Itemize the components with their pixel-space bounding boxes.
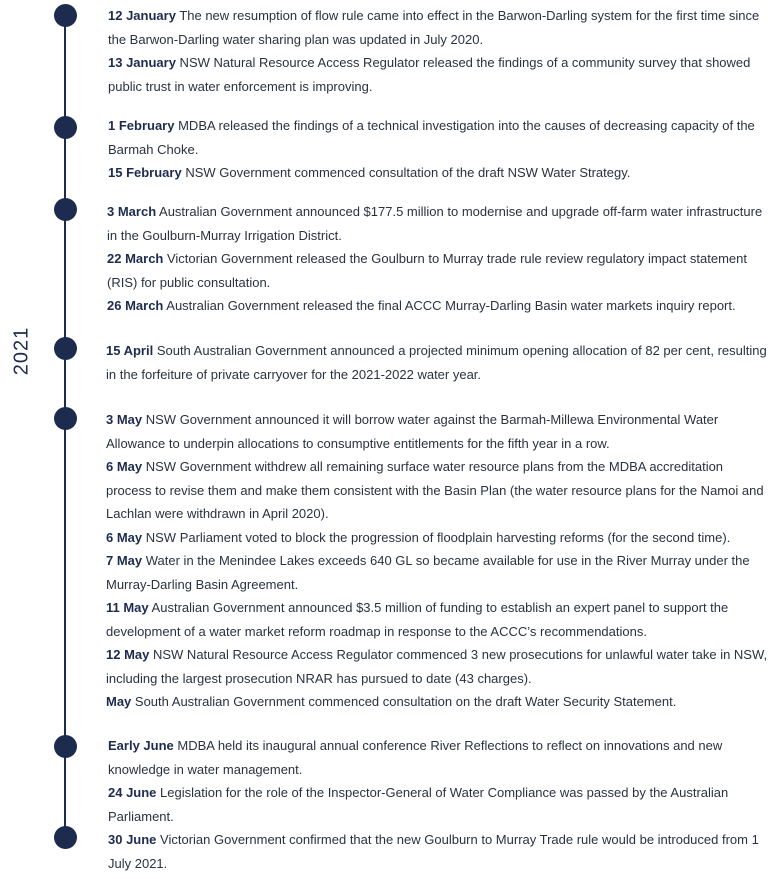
timeline-entry bbox=[106, 526, 770, 550]
entry-text: Water in the Menindee Lakes exceeds 640 GL so became available for use in the River Murray under the Murray-Darling Basin Agreement. bbox=[106, 553, 750, 592]
entry-text: Australian Government released the final ACCC Murray-Darling Basin water markets inquiry report. bbox=[163, 298, 736, 313]
entry-date: 3 March bbox=[107, 204, 157, 219]
entry-text: The new resumption of flow rule came into effect in the Barwon-Darling system for the first time since the Barwon-Darling water sharing plan was updated in July 2020. bbox=[108, 8, 760, 47]
timeline-dot-end bbox=[54, 826, 77, 849]
entry-date: Early June bbox=[108, 738, 174, 753]
timeline-entry bbox=[106, 643, 770, 690]
timeline-entry bbox=[106, 339, 770, 386]
timeline-entry bbox=[106, 690, 770, 714]
entry-date: 15 February bbox=[108, 165, 182, 180]
entry-date: 13 January bbox=[108, 55, 176, 70]
entry-text: Australian Government announced $177.5 million to modernise and upgrade off-farm water infrastructure in the Goulburn-Murray Irrigation District. bbox=[107, 204, 763, 243]
entry-date: 1 February bbox=[108, 118, 175, 133]
year-label: 2021 bbox=[10, 326, 33, 376]
timeline-entry bbox=[107, 294, 770, 318]
entry-text: Victorian Government released the Goulburn to Murray trade rule review regulatory impact statement (RIS) for public consultation. bbox=[107, 251, 747, 290]
entry-date: 7 May bbox=[106, 553, 143, 568]
entry-text: MDBA released the findings of a technical investigation into the causes of decreasing capacity of the Barmah Choke. bbox=[108, 118, 755, 157]
entry-date: 15 April bbox=[106, 343, 154, 358]
timeline-group-june bbox=[108, 734, 770, 875]
timeline-dot-april bbox=[54, 337, 77, 360]
timeline-dot-may bbox=[54, 407, 77, 430]
timeline-entry bbox=[106, 408, 770, 455]
timeline-entry bbox=[108, 4, 770, 51]
timeline-group-february bbox=[108, 114, 770, 185]
entry-text: NSW Parliament voted to block the progression of floodplain harvesting reforms (for the second time). bbox=[142, 529, 731, 545]
timeline-group-march bbox=[107, 200, 770, 318]
timeline-entry bbox=[106, 549, 770, 596]
entry-date: 6 May bbox=[106, 459, 143, 474]
entry-text: MDBA held its inaugural annual conference River Reflections to reflect on innovations and new knowledge in water management. bbox=[108, 738, 723, 777]
timeline-entry bbox=[106, 596, 770, 643]
timeline-group-january bbox=[108, 4, 770, 98]
timeline-group-may bbox=[106, 408, 770, 714]
entry-text: NSW Government announced it will borrow water against the Barmah-Millewa Environmental Water Allowance to underpin allocations to consumptive entitlements for the fifth year in a row. bbox=[106, 412, 719, 451]
timeline-entry bbox=[108, 781, 770, 828]
timeline-entry bbox=[107, 247, 770, 294]
timeline-entry bbox=[108, 51, 770, 98]
entry-text: Australian Government announced $3.5 million of funding to establish an expert panel to support the development of a water market reform roadmap in response to the ACCC’s recommendations. bbox=[106, 600, 729, 639]
timeline-entry bbox=[106, 455, 770, 526]
entry-date: 12 May bbox=[106, 647, 150, 662]
entry-date: 22 March bbox=[107, 251, 164, 266]
entry-text: NSW Natural Resource Access Regulator released the findings of a community survey that showed public trust in water enforcement is improving. bbox=[108, 55, 751, 94]
timeline-group-april bbox=[106, 339, 770, 386]
timeline-dot-march bbox=[54, 198, 77, 221]
entry-date: 30 June bbox=[108, 832, 157, 847]
timeline-entry bbox=[107, 200, 770, 247]
entry-date: 26 March bbox=[107, 298, 164, 313]
entry-text: Legislation for the role of the Inspector-General of Water Compliance was passed by the Australian Parliament. bbox=[108, 785, 729, 824]
entry-date: 12 January bbox=[108, 8, 176, 23]
entry-text: Victorian Government confirmed that the new Goulburn to Murray Trade rule would be introduced from 1 July 2021. bbox=[108, 832, 759, 871]
entry-date: 24 June bbox=[108, 785, 157, 800]
timeline-dot-june bbox=[54, 735, 77, 758]
timeline-entry bbox=[108, 114, 770, 161]
timeline-entry bbox=[108, 828, 770, 875]
entry-text: South Australian Government commenced consultation on the draft Water Security Statement. bbox=[131, 694, 677, 709]
entry-text: NSW Government commenced consultation of the draft NSW Water Strategy. bbox=[181, 165, 631, 180]
timeline-dot-january bbox=[54, 4, 77, 27]
entry-date: 11 May bbox=[106, 600, 149, 615]
entry-date: 6 May bbox=[106, 529, 143, 545]
entry-text: South Australian Government announced a projected minimum opening allocation of 82 per cent, resulting in the forfeiture of private carryover for the 2021-2022 water year. bbox=[106, 343, 767, 382]
entry-date: 3 May bbox=[106, 412, 143, 427]
timeline-entry bbox=[108, 734, 770, 781]
timeline-dot-february bbox=[54, 116, 77, 139]
entry-text: NSW Natural Resource Access Regulator commenced 3 new prosecutions for unlawful water take in NSW, including the largest prosecution NRAR has pursued to date (43 charges). bbox=[106, 647, 768, 686]
entry-date: May bbox=[106, 694, 132, 709]
entry-text: NSW Government withdrew all remaining surface water resource plans from the MDBA accreditation process to revise them and make them consistent with the Basin Plan (the water resource plans for the Namoi and Lachlan were withdrawn in April 2020). bbox=[106, 459, 764, 521]
timeline-entry bbox=[108, 161, 770, 185]
